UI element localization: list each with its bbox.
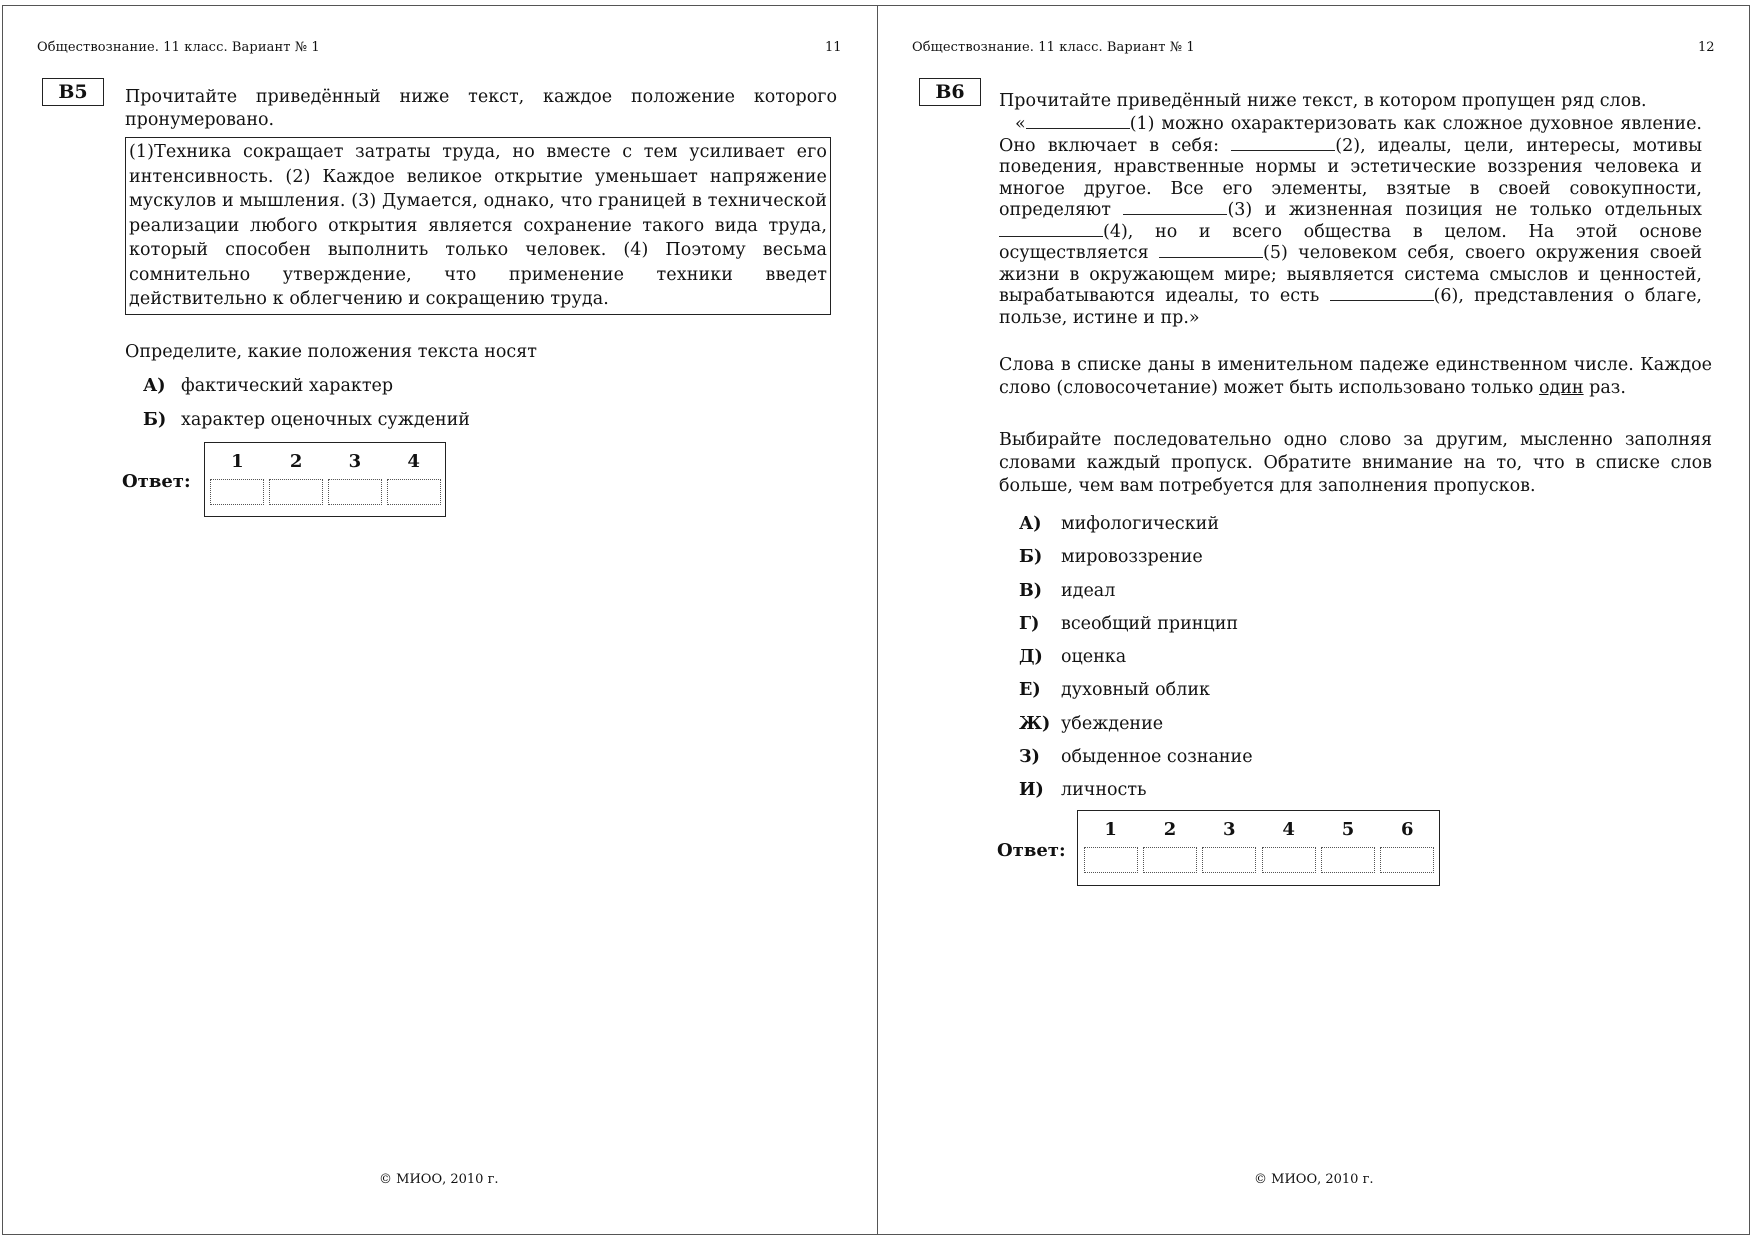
option-letter: З) [1019, 747, 1040, 768]
word-list [1019, 514, 1253, 814]
option-item [1019, 780, 1253, 813]
answer-input-box[interactable] [1262, 847, 1316, 873]
option-letter: И) [1019, 780, 1044, 801]
passage-segment: (1) можно охарактеризовать как сложное духовное явление. Оно включает в себя: [999, 114, 1702, 156]
option-text: духовный облик [1061, 680, 1210, 701]
answer-column [326, 445, 385, 514]
option-letter: А) [143, 376, 166, 396]
option-item [1019, 514, 1253, 547]
passage-quote: « [1015, 114, 1026, 134]
answer-column-number: 3 [1223, 819, 1236, 840]
answer-input-box[interactable] [1380, 847, 1434, 873]
answer-column-number: 5 [1341, 819, 1355, 840]
option-item [1019, 647, 1253, 680]
answer-column-number: 1 [231, 451, 244, 472]
answer-input-box[interactable] [210, 479, 264, 505]
option-letter: А) [1019, 514, 1042, 534]
option-text: личность [1061, 780, 1147, 801]
answer-column-number: 4 [1282, 819, 1295, 840]
answer-input-box[interactable] [1202, 847, 1256, 873]
option-list [143, 376, 470, 444]
page-number: 11 [825, 40, 842, 55]
answer-column-number: 4 [407, 451, 420, 472]
option-item [1019, 680, 1253, 713]
option-letter: Д) [1019, 647, 1043, 668]
instruction-emphasis: один [1538, 378, 1584, 398]
blank-1 [1026, 114, 1130, 129]
page-footer: © МИОО, 2010 г. [1254, 1172, 1374, 1187]
answer-label: Ответ: [997, 840, 1066, 861]
instruction-paragraph: Выбирайте последовательно одно слово за другим, мысленно заполняя словами каждый пропуск. Обратите внимание на то, что в списке слов больше, чем вам потребуется для заполнения пропусков. [999, 430, 1712, 496]
task-intro: Прочитайте приведённый ниже текст, каждое положение которого пронумеровано. [125, 87, 837, 130]
page-footer: © МИОО, 2010 г. [379, 1172, 499, 1187]
page-number: 12 [1698, 40, 1715, 55]
option-text: мифологический [1061, 514, 1219, 534]
answer-column-number: 2 [1163, 819, 1177, 840]
option-item [143, 376, 470, 410]
option-text: всеобщий принцип [1061, 613, 1239, 634]
option-letter: Ж) [1019, 713, 1051, 734]
answer-column-number: 1 [1104, 819, 1117, 840]
blank-3 [1123, 200, 1227, 215]
answer-input-box[interactable] [1084, 847, 1138, 873]
option-item [1019, 581, 1253, 614]
page-right [877, 5, 1750, 1235]
answer-column [208, 445, 267, 514]
option-text: идеал [1061, 580, 1116, 601]
answer-column [1318, 813, 1377, 883]
answer-label: Ответ: [122, 471, 191, 492]
option-text: убеждение [1061, 713, 1164, 734]
option-text: характер оценочных суждений [181, 410, 470, 430]
option-text: мировоззрение [1061, 547, 1203, 568]
option-item [1019, 714, 1253, 747]
answer-column [1140, 813, 1199, 883]
answer-column [267, 445, 326, 514]
option-item [143, 410, 470, 444]
answer-input-box[interactable] [387, 479, 441, 505]
passage-segment: (5) человеком себя, своего окружения своей жизни в окружающем мире; выявляется система смыслов и ценностей, вырабатываются идеалы, то есть [999, 243, 1702, 306]
gap-fill-passage [999, 114, 1702, 329]
option-item [1019, 614, 1253, 647]
task-label-b6: В6 [919, 78, 981, 106]
instruction-paragraph [999, 354, 1712, 400]
task-intro: Прочитайте приведённый ниже текст, в котором пропущен ряд слов. [999, 91, 1647, 111]
answer-input-box[interactable] [328, 479, 382, 505]
option-letter: Б) [143, 410, 167, 430]
answer-input-box[interactable] [1321, 847, 1375, 873]
answer-grid [1077, 810, 1440, 886]
passage-segment: (6), представления о благе, пользе, истине и пр.» [999, 286, 1702, 328]
option-text: обыденное сознание [1061, 747, 1253, 768]
passage-segment: (4), но и всего общества в целом. На этой основе осуществляется [999, 221, 1702, 263]
answer-column-number: 3 [348, 451, 362, 472]
answer-grid [204, 442, 446, 517]
passage-segment: (3) и жизненная позиция не только отдельных [1227, 200, 1702, 220]
blank-4 [999, 222, 1103, 237]
option-item [1019, 547, 1253, 580]
running-head: Обществознание. 11 класс. Вариант № 1 [37, 40, 320, 55]
option-text: оценка [1061, 647, 1127, 668]
answer-input-box[interactable] [1143, 847, 1197, 873]
numbered-text-box: (1)Техника сокращает затраты труда, но вместе с тем усиливает его интенсивность. (2) Каждое великое открытие уменьшает напряжение мускулов и мышления. (3) Думается, однако, что границей в технической реализации любого открытия является сохранение такого вида труда, который способен выполнить только человек. (4) Поэтому весьма сомнительно утверждение, что применение техники введет действительно к облегчению и сокращению труда. [125, 137, 831, 315]
option-item [1019, 747, 1253, 780]
option-letter: В) [1019, 580, 1043, 601]
instruction-text: раз. [1583, 378, 1626, 398]
answer-column [1259, 813, 1318, 883]
option-text: фактический характер [181, 376, 394, 396]
blank-6 [1330, 286, 1434, 301]
task-label-b5: В5 [42, 78, 104, 106]
answer-column-number: 6 [1401, 819, 1414, 840]
option-letter: Е) [1019, 680, 1041, 701]
blank-5 [1159, 243, 1263, 258]
page-left [2, 5, 878, 1235]
running-head: Обществознание. 11 класс. Вариант № 1 [912, 40, 1195, 55]
answer-column-number: 2 [289, 451, 303, 472]
blank-2 [1231, 136, 1335, 151]
instruction-text: Слова в списке даны в именительном падеже единственном числе. Каждое слово (словосочетание) может быть использовано только [999, 355, 1712, 398]
answer-column [1081, 813, 1140, 883]
answer-column [1200, 813, 1259, 883]
option-letter: Б) [1019, 547, 1043, 568]
task-prompt: Определите, какие положения текста носят [125, 342, 537, 362]
passage-segment: (2), идеалы, цели, интересы, мотивы поведения, нравственные нормы и эстетические воззрения человека и многое другое. Все его элементы, взятые в своей совокупности, определяют [999, 135, 1702, 220]
answer-column [384, 445, 443, 514]
option-letter: Г) [1019, 613, 1040, 634]
answer-input-box[interactable] [269, 479, 323, 505]
answer-column [1378, 813, 1437, 883]
